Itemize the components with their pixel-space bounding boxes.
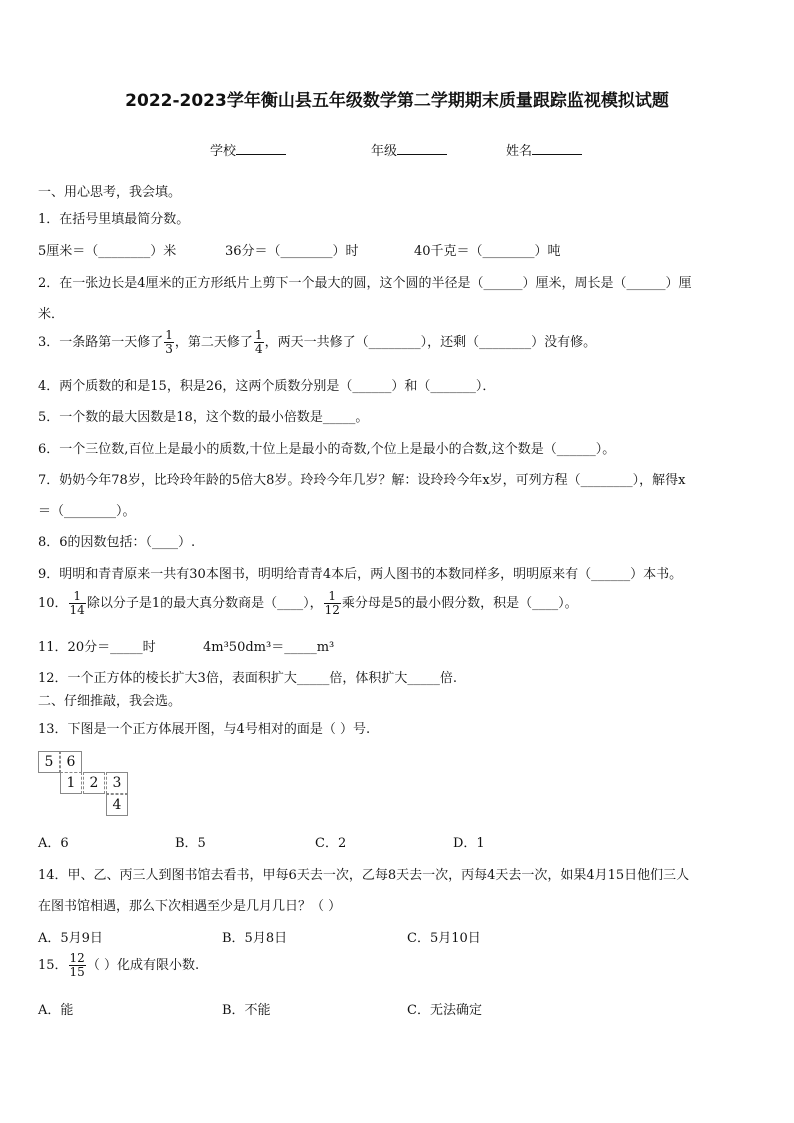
question-14-line-2: 在图书馆相遇，那么下次相遇至少是几月几日？（ ）: [38, 899, 342, 914]
fraction-twelve-fifteenths: $\frac{12}{15}$: [69, 951, 85, 979]
question-14-option-a[interactable]: A．5月9日: [38, 931, 103, 946]
question-15-option-c[interactable]: C．无法确定: [407, 1003, 482, 1018]
question-2-line-1: 2．在一张边长是4厘米的正方形纸片上剪下一个最大的圆，这个圆的半径是（______）厘米，周长是（______）厘: [38, 276, 692, 291]
section-1-heading: 一、用心思考，我会填。: [38, 185, 182, 200]
section-2-heading: 二、仔细推敲，我会选。: [38, 694, 182, 709]
question-14-option-b[interactable]: B．5月8日: [222, 931, 288, 946]
school-label: 学校: [210, 144, 237, 159]
question-3: 3．一条路第一天修了 $\frac{1}{3}$ ，第二天修了 $\frac{1}{4}$ ，两天一共修了（________），还剩（________）没有修。: [38, 328, 597, 356]
grade-field[interactable]: [371, 140, 447, 159]
school-field[interactable]: [210, 140, 286, 159]
fraction-one-third: $\frac{1}{3}$: [165, 328, 173, 356]
question-1: 1．在括号里填最简分数。: [38, 212, 190, 227]
question-15: 15． $\frac{12}{15}$ （ ）化成有限小数.: [38, 951, 200, 979]
net-cell: 3: [106, 772, 128, 794]
question-12: 12．一个正方体的棱长扩大3倍，表面积扩大_____倍，体积扩大_____倍.: [38, 671, 457, 686]
fraction-one-fourth: $\frac{1}{4}$: [254, 328, 263, 356]
grade-label: 年级: [371, 144, 398, 159]
question-7-line-2: ＝（________）。: [38, 504, 136, 519]
question-7-line-1: 7．奶奶今年78岁，比玲玲年龄的5倍大8岁。玲玲今年几岁？解：设玲玲今年x岁，可列方程（________），解得x: [38, 473, 686, 488]
net-cell: 2: [83, 772, 105, 794]
name-field[interactable]: [506, 140, 582, 159]
net-cell: 4: [106, 794, 128, 816]
net-cell: 5: [38, 751, 60, 773]
name-blank[interactable]: [532, 142, 582, 155]
question-13-option-b[interactable]: B．5: [175, 836, 206, 851]
page-title: 2022-2023学年衡山县五年级数学第二学期期末质量跟踪监视模拟试题: [125, 91, 669, 111]
question-5: 5．一个数的最大因数是18，这个数的最小倍数是_____。: [38, 410, 369, 425]
question-14-option-c[interactable]: C．5月10日: [407, 931, 481, 946]
question-13-option-c[interactable]: C．2: [315, 836, 347, 851]
net-cell: 1: [60, 772, 82, 794]
question-4: 4．两个质数的和是15，积是26，这两个质数分别是（______）和（_______）．: [38, 379, 496, 394]
question-13: 13．下图是一个正方体展开图，与4号相对的面是（ ）号.: [38, 722, 371, 737]
fraction-one-twelfth: $\frac{1}{12}$: [324, 589, 340, 617]
question-13-option-a[interactable]: A．6: [38, 836, 69, 851]
question-6: 6．一个三位数,百位上是最小的质数,十位上是最小的奇数,个位上是最小的合数,这个数是（______）。: [38, 442, 616, 457]
question-1-part-1: 5厘米＝（________）米: [38, 244, 177, 259]
question-11-part-1: 11．20分＝_____时: [38, 640, 156, 655]
name-label: 姓名: [506, 144, 533, 159]
question-2-line-2: 米．: [38, 307, 65, 322]
net-cell: 6: [60, 751, 82, 773]
question-8: 8．6的因数包括：（____）.: [38, 535, 196, 550]
question-15-option-b[interactable]: B．不能: [222, 1003, 271, 1018]
school-blank[interactable]: [236, 142, 286, 155]
question-14-line-1: 14．甲、乙、丙三人到图书馆去看书，甲每6天去一次，乙每8天去一次，丙每4天去一次，如果4月15日他们三人: [38, 868, 690, 883]
fraction-one-fourteenth: $\frac{1}{14}$: [69, 589, 85, 617]
question-10: 10． $\frac{1}{14}$ 除以分子是1的最大真分数商是（____）， $\frac{1}{12}$ 乘分母是5的最小假分数，积是（____）。: [38, 589, 578, 617]
question-13-option-d[interactable]: D．1: [453, 836, 485, 851]
question-9: 9．明明和青青原来一共有30本图书，明明给青青4本后，两人图书的本数同样多，明明原来有（______）本书。: [38, 567, 683, 582]
question-15-option-a[interactable]: A．能: [38, 1003, 74, 1018]
grade-blank[interactable]: [397, 142, 447, 155]
question-1-part-2: 36分＝（________）时: [225, 244, 359, 259]
question-11-part-2: 4m³50dm³＝_____m³: [203, 640, 335, 655]
question-1-part-3: 40千克＝（________）吨: [414, 244, 561, 259]
